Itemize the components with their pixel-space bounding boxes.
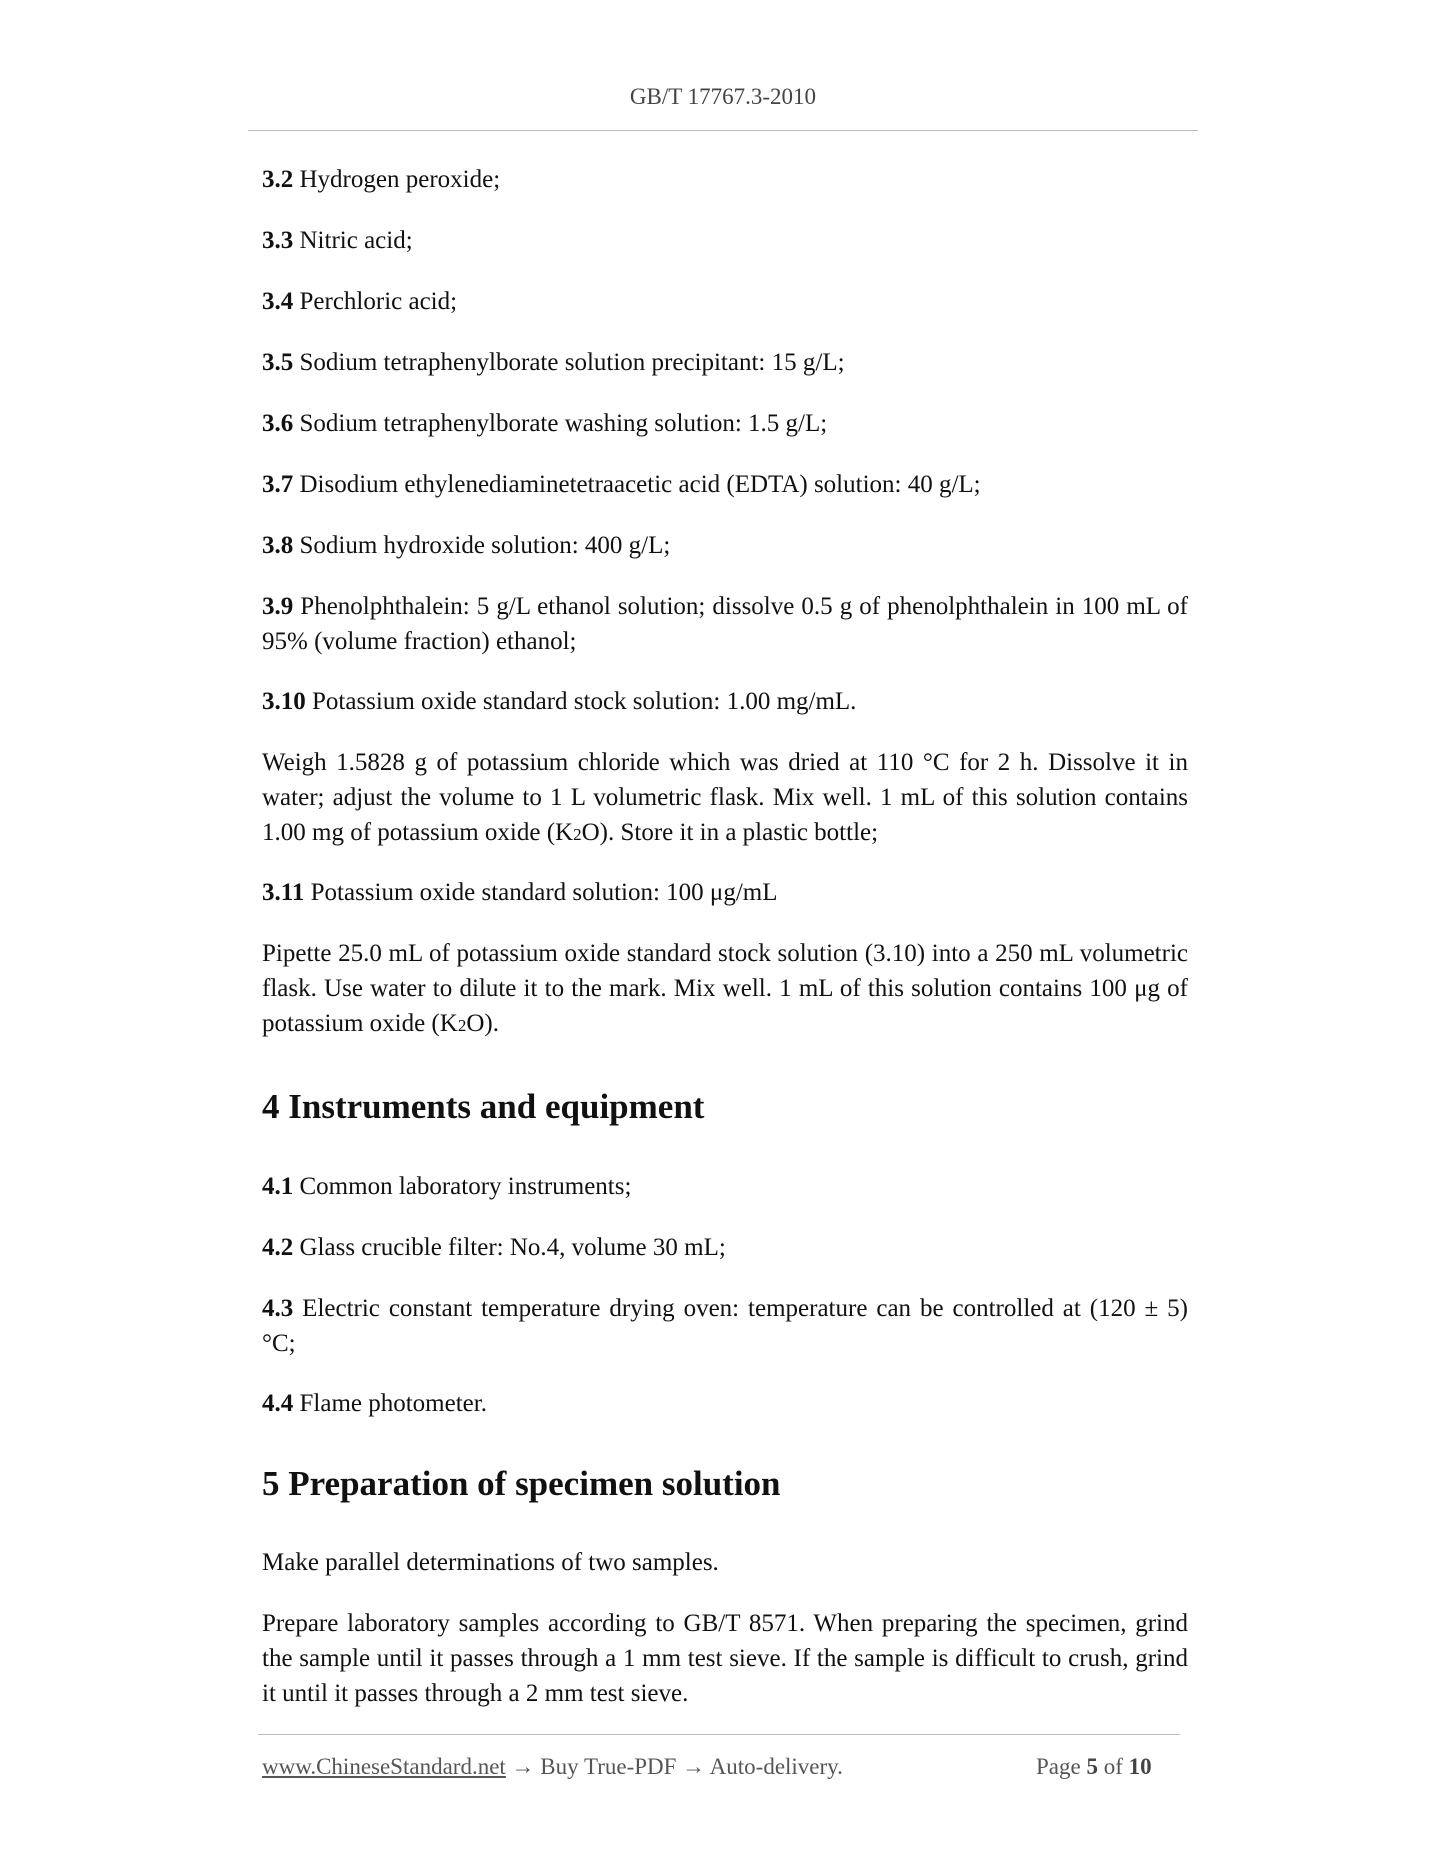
text-run: Pipette 25.0 mL of potassium oxide standard stock solution (3.10) into a 250 mL volumetric flask. Use water to dilute it to the mark. Mix well. 1 mL of this solution contains 100 μg of potassium oxide (K (262, 940, 1188, 1037)
footer-promo (262, 1754, 843, 1780)
list-item-3-8 (262, 528, 1188, 563)
item-number: 3.3 (262, 227, 294, 254)
item-number: 3.7 (262, 471, 294, 498)
paragraph-5-1: Make parallel determinations of two samples. (262, 1549, 719, 1576)
item-text: Potassium oxide standard solution: 100 μg/mL (304, 879, 778, 906)
paragraph-3-11-detail (262, 936, 1188, 1043)
item-number: 3.11 (262, 879, 305, 906)
page-total: 10 (1128, 1754, 1152, 1779)
subscript: 2 (573, 825, 582, 844)
list-item-3-5 (262, 345, 1188, 380)
list-item-4-2 (262, 1230, 1188, 1265)
list-item-3-10 (262, 684, 1188, 719)
section-4-heading: 4 Instruments and equipment (262, 1087, 705, 1126)
footer-divider (258, 1734, 1180, 1735)
item-number: 3.8 (262, 532, 294, 559)
item-text: Sodium tetraphenylborate washing solution: 1.5 g/L; (293, 410, 828, 437)
paragraph-3-10-detail (262, 745, 1188, 852)
list-item-3-3 (262, 223, 1188, 258)
item-number: 3.9 (262, 593, 294, 620)
chinesestandard-link[interactable]: www.ChineseStandard.net (262, 1754, 506, 1779)
text-run: O). Store it in a plastic bottle; (581, 819, 879, 846)
page-number: 5 (1086, 1754, 1098, 1779)
item-text: Potassium oxide standard stock solution: 1.00 mg/mL. (305, 688, 857, 715)
footer-promo-text: → Buy True-PDF → Auto-delivery. (505, 1754, 843, 1779)
item-number: 3.2 (262, 166, 294, 193)
section-5-heading: 5 Preparation of specimen solution (262, 1464, 781, 1503)
text-run: O). (466, 1010, 499, 1037)
item-text: Nitric acid; (293, 227, 413, 254)
item-text: Electric constant temperature drying oven: temperature can be controlled at (120 ± 5) °C; (262, 1295, 1188, 1357)
page-label: Page (1036, 1754, 1087, 1779)
paragraph-5-2: Prepare laboratory samples according to GB/T 8571. When preparing the specimen, grind the sample until it passes through a 1 mm test sieve. If the sample is difficult to crush, grind it until it passes through a 2 mm test sieve. (262, 1610, 1188, 1707)
item-number: 4.1 (262, 1173, 294, 1200)
list-item-4-3 (262, 1291, 1188, 1361)
item-number: 3.4 (262, 288, 294, 315)
item-text: Disodium ethylenediaminetetraacetic acid (EDTA) solution: 40 g/L; (293, 471, 981, 498)
item-number: 4.2 (262, 1234, 294, 1261)
item-text: Flame photometer. (293, 1390, 487, 1417)
item-text: Glass crucible filter: No.4, volume 30 mL; (293, 1234, 726, 1261)
page-indicator (1036, 1754, 1152, 1780)
page-header-title: GB/T 17767.3-2010 (629, 84, 817, 109)
item-text: Phenolphthalein: 5 g/L ethanol solution; dissolve 0.5 g of phenolphthalein in 100 mL of 95% (volume fraction) ethanol; (262, 593, 1188, 655)
item-number: 4.3 (262, 1295, 294, 1322)
text-run: Weigh 1.5828 g of potassium chloride which was dried at 110 °C for 2 h. Dissolve it in water; adjust the volume to 1 L volumetric flask. Mix well. 1 mL of this solution contains 1.00 mg of potassium oxide (K (262, 749, 1188, 846)
item-text: Sodium hydroxide solution: 400 g/L; (293, 532, 671, 559)
subscript: 2 (457, 1016, 467, 1035)
item-text: Common laboratory instruments; (293, 1173, 632, 1200)
item-number: 3.6 (262, 410, 294, 437)
item-number: 3.10 (262, 688, 306, 715)
header-divider (248, 130, 1198, 131)
item-number: 4.4 (262, 1390, 294, 1417)
of-label: of (1097, 1754, 1129, 1779)
item-text: Sodium tetraphenylborate solution precipitant: 15 g/L; (293, 349, 845, 376)
item-text: Hydrogen peroxide; (293, 166, 501, 193)
list-item-4-4 (262, 1386, 1188, 1421)
item-text: Perchloric acid; (293, 288, 458, 315)
list-item-3-9 (262, 589, 1188, 659)
list-item-3-7 (262, 467, 1188, 502)
list-item-3-6 (262, 406, 1188, 441)
list-item-3-2 (262, 162, 1188, 197)
list-item-4-1 (262, 1169, 1188, 1204)
list-item-3-4 (262, 284, 1188, 319)
list-item-3-11 (262, 875, 1188, 910)
item-number: 3.5 (262, 349, 294, 376)
